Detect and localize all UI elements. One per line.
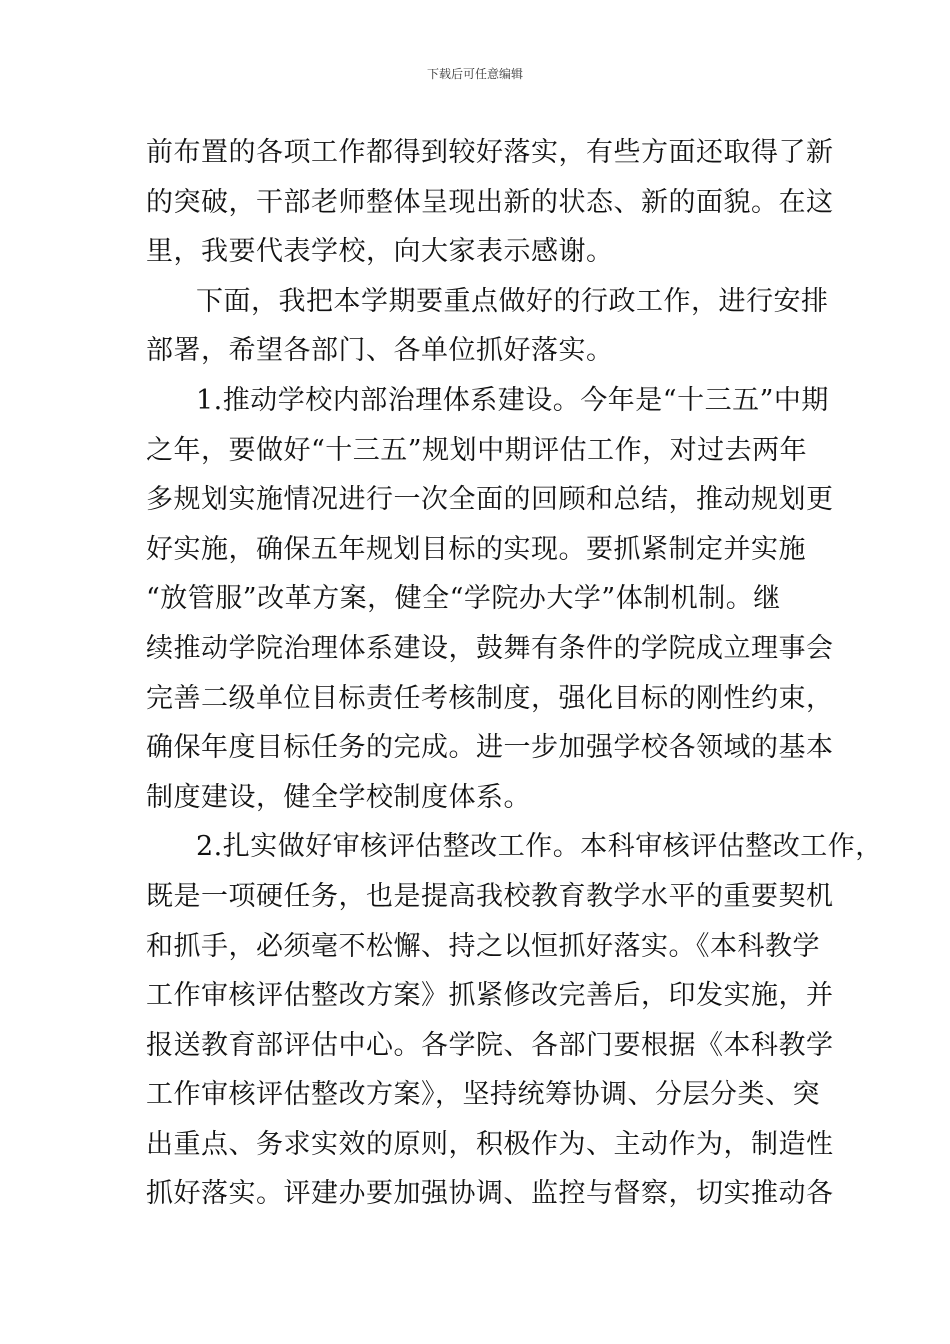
- paragraph-4: [146, 822, 883, 1219]
- text-line: 部署，希望各部门、各单位抓好落实。: [146, 335, 614, 367]
- text-line: 好实施，确保五年规划目标的实现。要抓紧制定并实施: [146, 533, 806, 565]
- text-line: 下面，我把本学期要重点做好的行政工作，进行安排: [196, 285, 829, 317]
- text-line: 出重点、务求实效的原则，积极作为、主动作为，制造性: [146, 1128, 834, 1160]
- paragraph-3: [146, 376, 834, 822]
- paragraph-2: [146, 277, 829, 376]
- text-line: 之年，要做好“十三五”规划中期评估工作，对过去两年: [146, 434, 808, 466]
- text-line: 抓好落实。评建办要加强协调、监控与督察，切实推动各: [146, 1178, 834, 1210]
- text-line: 续推动学院治理体系建设，鼓舞有条件的学院成立理事会: [146, 632, 834, 664]
- text-line: 2.扎实做好审核评估整改工作。本科审核评估整改工作，: [196, 831, 883, 863]
- text-line: 确保年度目标任务的完成。进一步加强学校各领域的基本: [146, 732, 834, 764]
- text-line: 多规划实施情况进行一次全面的回顾和总结，推动规划更: [146, 484, 834, 516]
- text-line: 前布置的各项工作都得到较好落实，有些方面还取得了新: [146, 137, 834, 168]
- text-line: “放管服”改革方案，健全“学院办大学”体制机制。继: [146, 583, 781, 615]
- text-line: 制度建设，健全学校制度体系。: [146, 781, 531, 813]
- text-line: 和抓手，必须毫不松懈、持之以恒抓好落实。《本科教学: [146, 930, 820, 962]
- text-line: 完善二级单位目标责任考核制度，强化目标的刚性约束，: [146, 682, 834, 714]
- document-body: [146, 128, 883, 1219]
- text-line: 里，我要代表学校，向大家表示感谢。: [146, 236, 614, 268]
- text-line: 工作审核评估整改方案》抓紧修改完善后，印发实施，并: [146, 980, 834, 1012]
- text-line: 1.推动学校内部治理体系建设。今年是“十三五”中期: [196, 384, 829, 416]
- header-note: 下载后可任意编辑: [426, 67, 523, 81]
- text-line: 的突破，干部老师整体呈现出新的状态、新的面貌。在这: [146, 186, 834, 218]
- paragraph-1: [146, 128, 834, 277]
- text-line: 报送教育部评估中心。各学院、各部门要根据《本科教学: [146, 1029, 834, 1061]
- text-line: 既是一项硬任务，也是提高我校教育教学水平的重要契机: [146, 880, 834, 912]
- text-line: 工作审核评估整改方案》，坚持统筹协调、分层分类、突: [146, 1079, 820, 1111]
